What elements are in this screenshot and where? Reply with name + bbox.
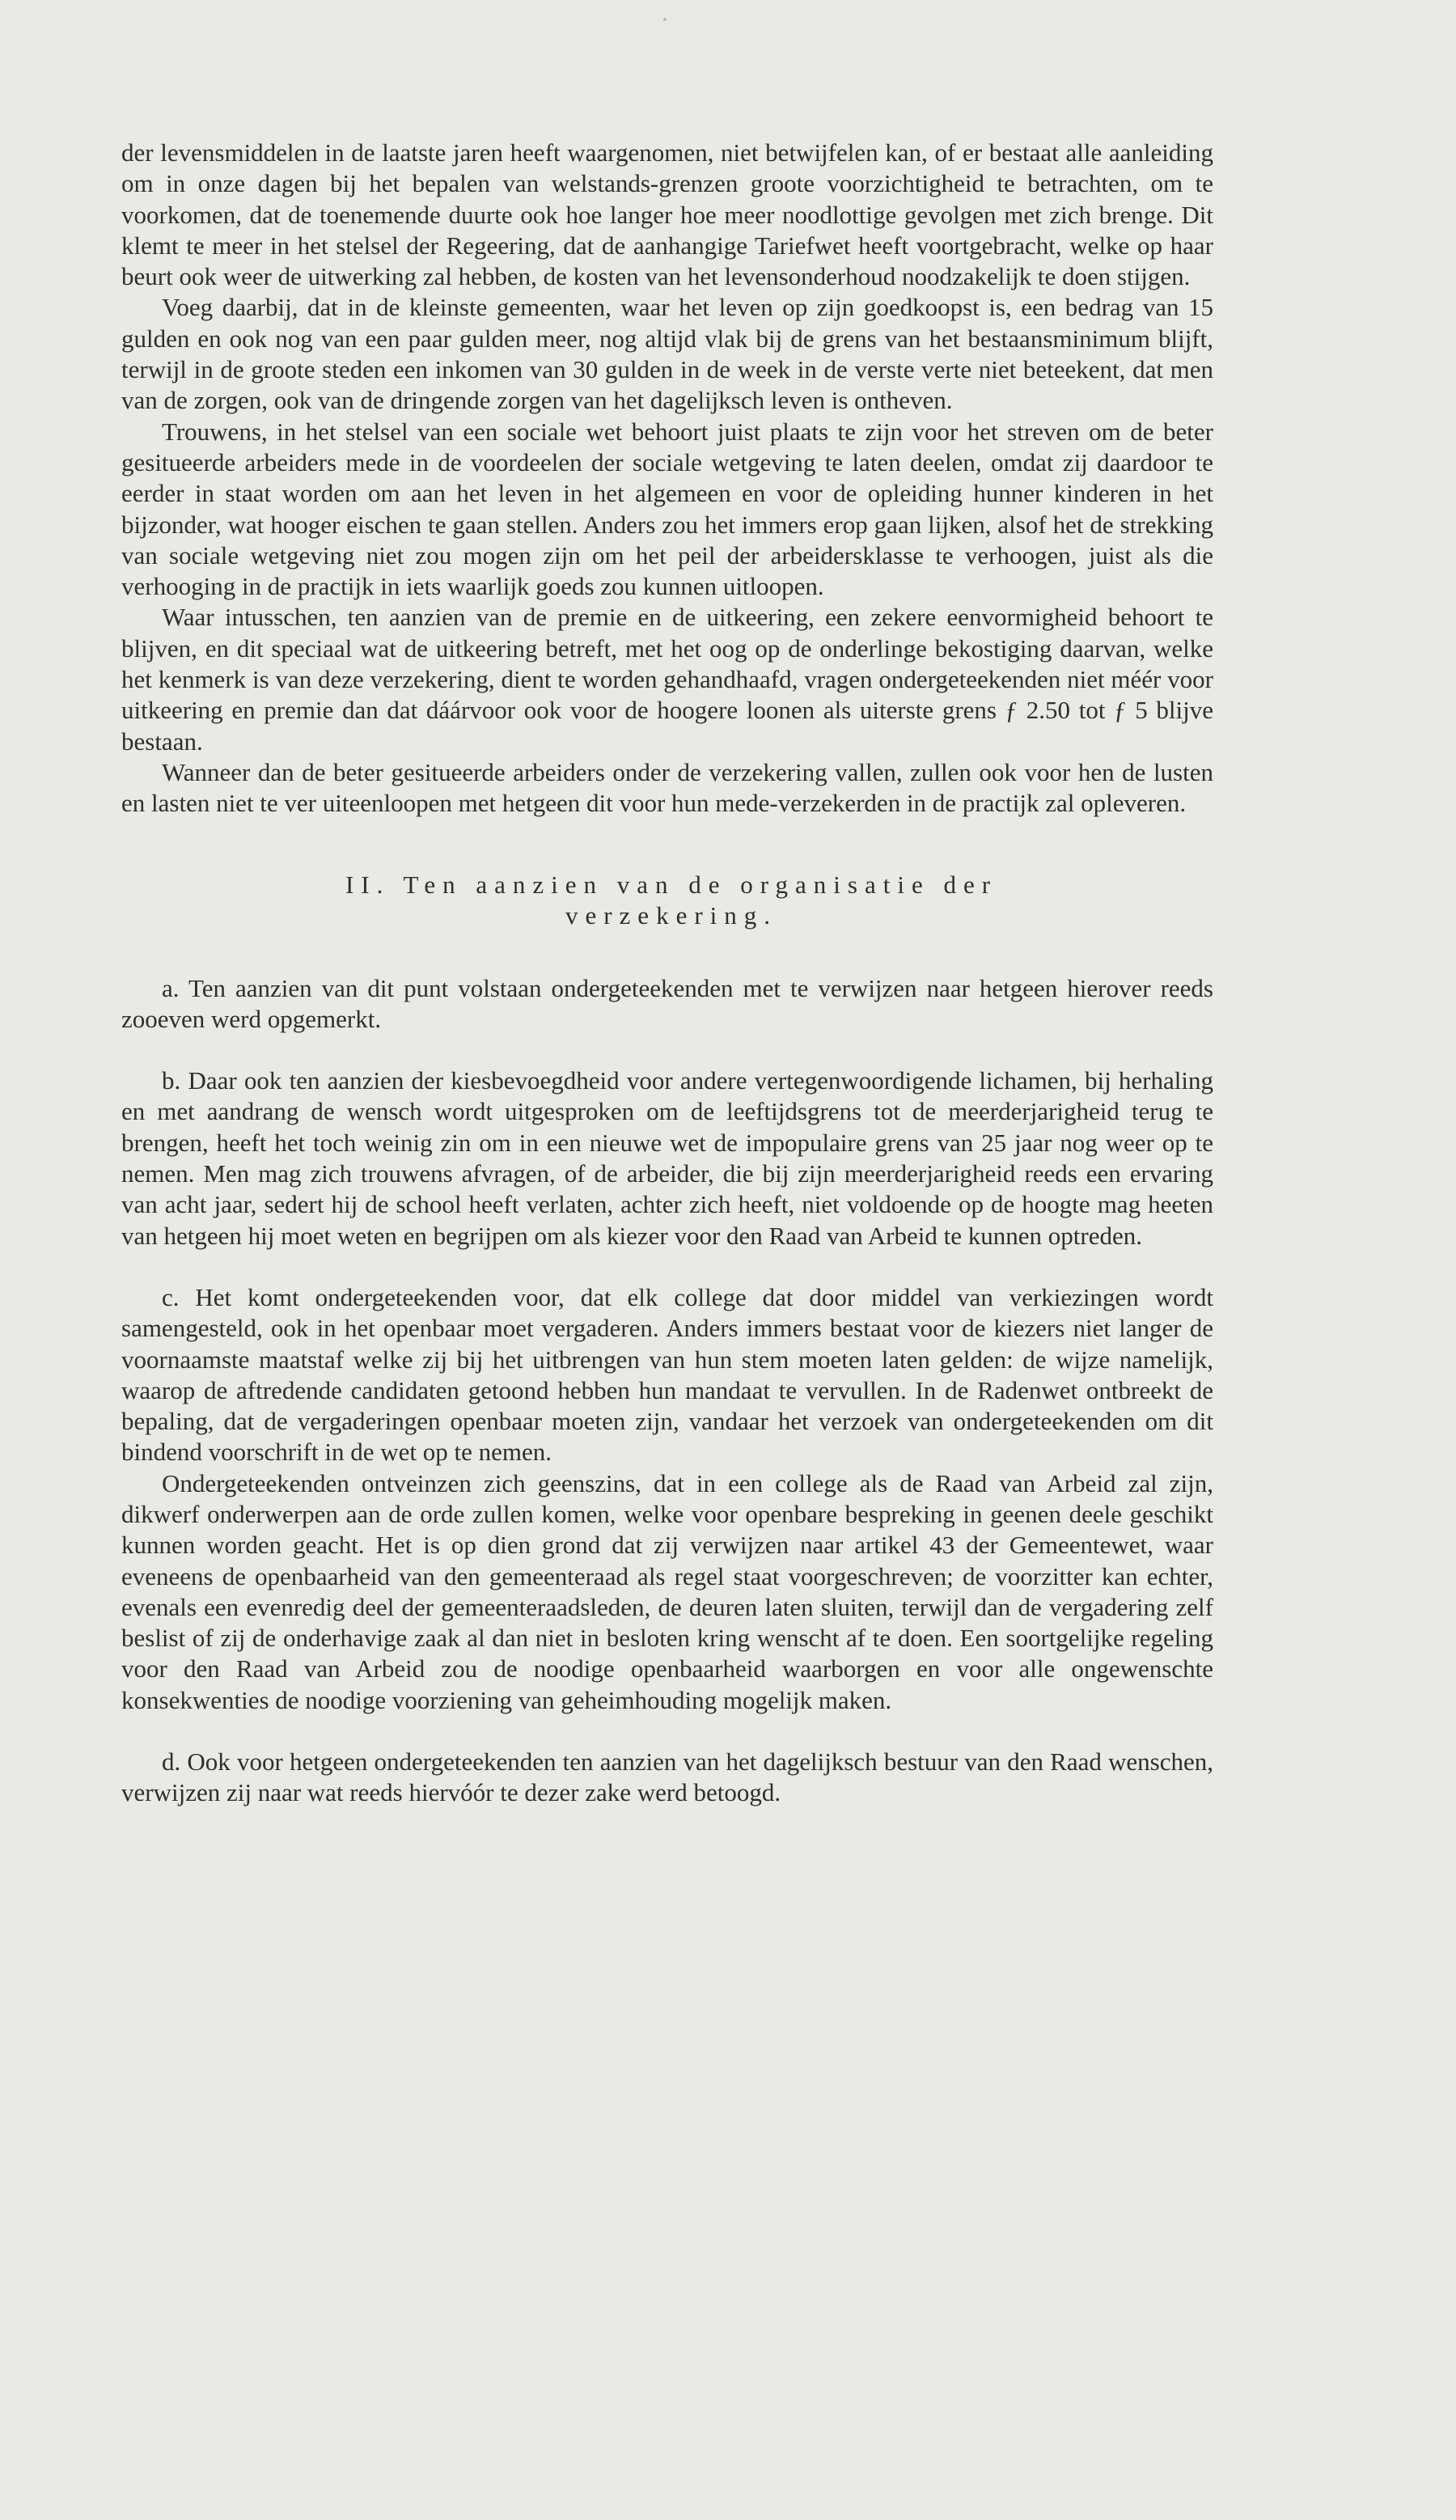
paragraph-voeg-daarbij: Voeg daarbij, dat in de kleinste gemeenten, waar het leven op zijn goedkoopst is, een bedrag van 15 gulden en ook nog van een paar gulden meer, nog altijd vlak bij de grens van het bestaansminimum blijft, terwijl in de groote steden een inkomen van 30 gulden in de week in de verste verte niet beteekent, dat men van de zorgen, ook van de dringende zorgen van het dagelijksch leven is ontheven.: [121, 293, 1213, 415]
item-c-continued: Ondergeteekenden ontveinzen zich geenszins, dat in een college als de Raad van Arbeid zal zijn, dikwerf onderwerpen aan de orde zullen komen, welke voor openbare bespreking in geenen deele geschikt kunnen worden geacht. Het is op dien grond dat zij verwijzen naar artikel 43 der Gemeentewet, waar eveneens de openbaarheid van den gemeenteraad als regel staat voorgeschreven; de voorzitter kan echter, evenals een evenredig deel der gemeenteraadsleden, de deuren laten sluiten, terwijl dan de vergadering zelf beslist of zij de onderhavige zaak al dan niet in besloten kring wenscht af te doen. Een soortgelijke regeling voor den Raad van Arbeid zou de noodige openbaarheid waarborgen en voor alle ongewenschte konsekwenties de noodige voorziening van geheimhouding mogelijk maken.: [121, 1468, 1213, 1714]
paragraph-levensmiddelen: der levensmiddelen in de laatste jaren heeft waargenomen, niet betwijfelen kan, of er bestaat alle aanleiding om in onze dagen bij het bepalen van welstands-grenzen groote voorzichtigheid te betrachten, om te voorkomen, dat de toenemende duurte ook hoe langer hoe meer noodlottige gevolgen met zich brenge. Dit klemt te meer in het stelsel der Regeering, dat de aanhangige Tariefwet heeft voortgebracht, welke op haar beurt ook weer de uitwerking zal hebben, de kosten van het levensonderhoud noodzakelijk te doen stijgen.: [121, 138, 1213, 291]
scan-speck: [663, 18, 667, 21]
section-heading-organisatie: II. Ten aanzien van de organisatie der verzekering.: [345, 870, 998, 930]
paragraph-waar-intusschen: Waar intusschen, ten aanzien van de premie en de uitkeering, een zekere eenvormigheid behoort te blijven, en dit speciaal wat de uitkeering betreft, met het oog op de onderlinge bekostiging daarvan, welke het kenmerk is van deze verzekering, dient te worden gehandhaafd, vragen ondergeteekenden niet méér voor uitkeering en premie dan dat dáárvoor ook voor de hoogere loonen als uiterste grens ƒ 2.50 tot ƒ 5 blijve bestaan.: [121, 603, 1213, 756]
item-d: d. Ook voor hetgeen ondergeteekenden ten aanzien van het dagelijksch bestuur van den Raad wenschen, verwijzen zij naar wat reeds hiervóór te dezer zake werd betoogd.: [121, 1747, 1213, 1807]
item-a: a. Ten aanzien van dit punt volstaan ondergeteekenden met te verwijzen naar hetgeen hierover reeds zooeven werd opgemerkt.: [121, 973, 1213, 1033]
paragraph-wanneer: Wanneer dan de beter gesitueerde arbeiders onder de verzekering vallen, zullen ook voor hen de lusten en lasten niet te ver uiteenloopen met hetgeen dit voor hun mede-verzekerden in de practijk zal opleveren.: [121, 757, 1213, 818]
paragraph-trouwens: Trouwens, in het stelsel van een sociale wet behoort juist plaats te zijn voor het streven om de beter gesitueerde arbeiders mede in de voordeelen der sociale wetgeving te laten deelen, omdat zij daardoor te eerder in staat worden om aan het leven in het algemeen en voor de opleiding hunner kinderen in het bijzonder, wat hooger eischen te gaan stellen. Anders zou het immers erop gaan lijken, alsof het de strekking van sociale wetgeving niet zou mogen zijn om het peil der arbeidersklasse te verhoogen, juist als die verhooging in de practijk in iets waarlijk goeds zou kunnen uitloopen.: [121, 417, 1213, 601]
item-c: c. Het komt ondergeteekenden voor, dat elk college dat door middel van verkiezingen wordt samengesteld, ook in het openbaar moet vergaderen. Anders immers bestaat voor de kiezers niet langer de voornaamste maatstaf welke zij bij het uitbrengen van hun stem moeten laten gelden: de wijze namelijk, waarop de aftredende candidaten getoond hebben hun mandaat te vervullen. In de Radenwet ontbreekt de bepaling, dat de vergaderingen openbaar moeten zijn, vandaar het verzoek van ondergeteekenden om dit bindend voorschrift in de wet op te nemen.: [121, 1282, 1213, 1467]
item-b: b. Daar ook ten aanzien der kiesbevoegdheid voor andere vertegenwoordigende lichamen, bij herhaling en met aandrang de wensch wordt uitgesproken om de leeftijdsgrens tot de meerderjarigheid terug te brengen, heeft het toch weinig zin om in een nieuwe wet de impopulaire grens van 25 jaar nog weer op te nemen. Men mag zich trouwens afvragen, of de arbeider, die bij zijn meerderjarigheid reeds een ervaring van acht jaar, sedert hij de school heeft verlaten, achter zich heeft, niet voldoende op de hoogte mag heeten van hetgeen hij moet weten en begrijpen om als kiezer voor den Raad van Arbeid te kunnen optreden.: [121, 1066, 1213, 1250]
document-page: [121, 138, 1213, 1809]
